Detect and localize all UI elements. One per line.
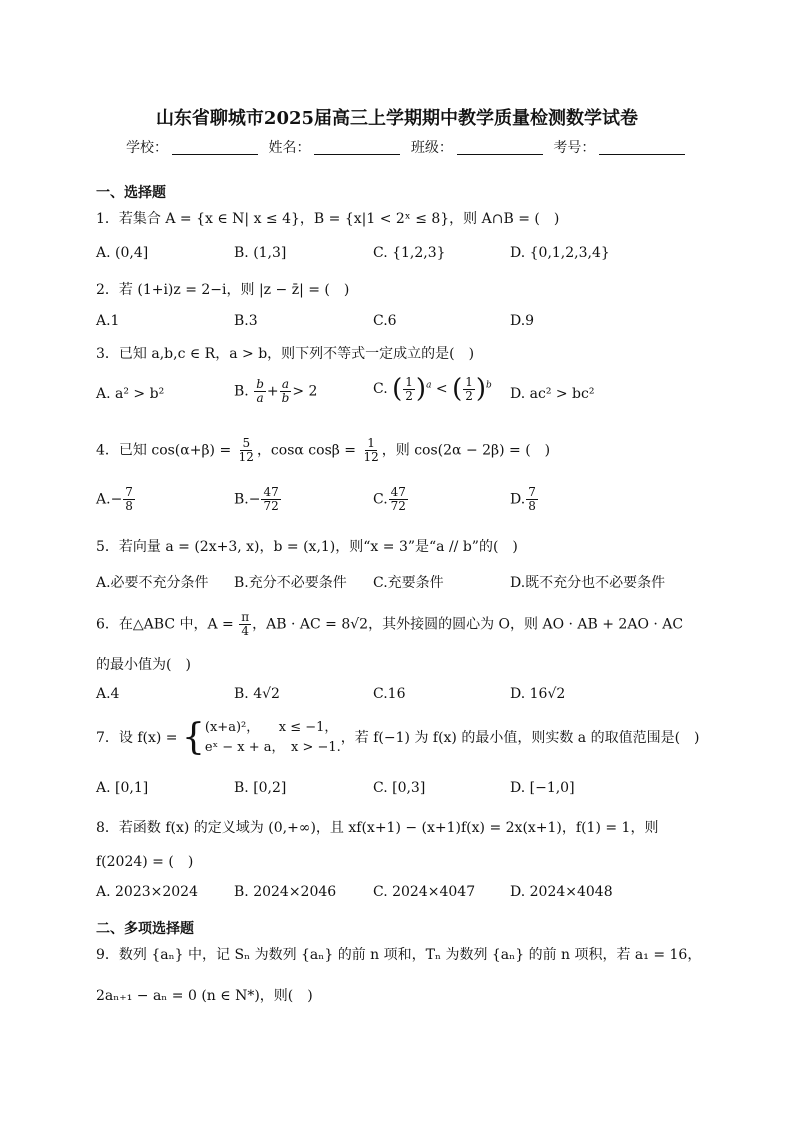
class-label: 班级： [410, 140, 453, 156]
q2-option-c[interactable]: C.6 [373, 313, 397, 329]
q1-option-a[interactable]: A. (0,4] [96, 245, 149, 261]
class-blank[interactable] [457, 154, 543, 155]
q6-option-b[interactable]: B. 4√2 [234, 686, 280, 702]
q7-option-b[interactable]: B. [0,2] [234, 780, 287, 796]
question-6-stem-line2: 的最小值为( ) [96, 657, 191, 673]
q7-option-d[interactable]: D. [−1,0] [510, 780, 575, 796]
q7-piece-2: eˣ − x + a， x > −1. [204, 740, 341, 755]
q4-frac2-num: 1 [367, 436, 375, 450]
q4-stem-part-b: ，cosα cosβ = [256, 442, 361, 459]
q4-frac2-den: 12 [363, 450, 379, 464]
q8-option-b[interactable]: B. 2024×2046 [234, 884, 337, 900]
q6-pi-num: π [241, 610, 250, 624]
q4-option-c[interactable]: C. $\frac{47}{72}$ [373, 485, 406, 513]
q7-stem-part-b: ，若 f(−1) 为 f(x) 的最小值，则实数 a 的取值范围是( ) [340, 730, 700, 746]
q8-option-a[interactable]: A. 2023×2024 [96, 884, 198, 900]
q4-stem-part-c: ，则 cos(2α − 2β) = ( ) [381, 442, 551, 459]
question-6-stem [96, 611, 683, 638]
q3-option-c-label: C. [373, 381, 388, 397]
q4-option-b[interactable]: B.− $\frac{47}{72}$ [234, 485, 279, 513]
question-3-options [96, 374, 716, 414]
exam-no-label: 考号： [553, 140, 596, 156]
question-7-stem [96, 718, 700, 758]
question-8-stem-line2: f(2024) = ( ) [96, 854, 194, 870]
q6-stem-part-a: 6．在△ABC 中，A = [96, 616, 239, 633]
q8-option-c[interactable]: C. 2024×4047 [373, 884, 476, 900]
q4-frac1-den: 12 [238, 450, 254, 464]
q7-piece-1: (x+a)²， x ≤ −1， [204, 720, 338, 735]
q3-option-d[interactable]: D. ac² > bc² [510, 386, 595, 402]
section-heading-single-choice: 一、选择题 [96, 185, 166, 201]
q3-option-c[interactable]: C. ( $\frac{1}{2}$ )$^a$ < ( $\frac{1}{2}$ )$^b$ [373, 374, 492, 404]
q6-stem-part-b: ，AB · AC = 8√2，其外接圆的圆心为 O，则 AO · AB + 2AO · AC [252, 616, 684, 633]
q4-option-d[interactable]: D. $\frac{7}{8}$ [510, 485, 536, 513]
name-blank[interactable] [314, 154, 400, 155]
school-blank[interactable] [172, 154, 258, 155]
q7-brace: { [182, 717, 205, 758]
q7-stem-part-a: 7．设 f(x) = [96, 730, 178, 746]
question-2-stem: 2．若 (1+i)z = 2−i，则 |z − z̄| = ( ) [96, 282, 350, 298]
question-9-stem-line2: 2aₙ₊₁ − aₙ = 0 (n ∈ N*)，则( ) [96, 988, 313, 1004]
q4-option-a[interactable]: A.− $\frac{7}{8}$ [96, 485, 133, 513]
q2-option-d[interactable]: D.9 [510, 313, 535, 329]
question-8-stem: 8．若函数 f(x) 的定义域为 (0,+∞)，且 xf(x+1) − (x+1)f(x) = 2x(x+1)，f(1) = 1，则 [96, 820, 659, 836]
student-info-row [126, 137, 691, 157]
question-3-stem: 3．已知 a,b,c ∈ R，a > b，则下列不等式一定成立的是( ) [96, 346, 475, 362]
q3-option-b[interactable]: B. $\frac{b}{a}$ + $\frac{a}{b}$ > 2 [234, 377, 318, 405]
q5-option-c[interactable]: C.充要条件 [373, 575, 444, 591]
q5-option-d[interactable]: D.既不充分也不必要条件 [510, 575, 666, 591]
q3-option-a[interactable]: A. a² > b² [96, 386, 165, 402]
q1-option-d[interactable]: D. {0,1,2,3,4} [510, 245, 610, 261]
question-4-stem [96, 437, 550, 464]
q7-option-c[interactable]: C. [0,3] [373, 780, 426, 796]
question-5-stem: 5．若向量 a = (2x+3, x)，b = (x,1)，则“x = 3”是“a // b”的( ) [96, 539, 518, 555]
section-heading-multi-choice: 二、多项选择题 [96, 921, 194, 937]
q4-frac1-num: 5 [242, 436, 251, 450]
q6-option-c[interactable]: C.16 [373, 686, 406, 702]
q7-option-a[interactable]: A. [0,1] [96, 780, 149, 796]
exam-title: 山东省聊城市2025届高三上学期期中教学质量检测数学试卷 [155, 108, 639, 129]
q3-option-b-label: B. [234, 383, 249, 400]
q1-option-b[interactable]: B. (1,3] [234, 245, 287, 261]
q6-pi-den: 4 [241, 624, 250, 638]
name-label: 姓名： [268, 140, 311, 156]
exam-no-blank[interactable] [599, 154, 685, 155]
q5-option-a[interactable]: A.必要不充分条件 [96, 575, 209, 591]
q8-option-d[interactable]: D. 2024×4048 [510, 884, 613, 900]
q4-stem-part-a: 4．已知 cos(α+β) = [96, 442, 236, 459]
school-label: 学校： [126, 140, 168, 156]
q6-option-d[interactable]: D. 16√2 [510, 686, 566, 702]
q2-option-a[interactable]: A.1 [96, 313, 120, 329]
q1-option-c[interactable]: C. {1,2,3} [373, 245, 446, 261]
q2-option-b[interactable]: B.3 [234, 313, 258, 329]
q5-option-b[interactable]: B.充分不必要条件 [234, 575, 347, 591]
q7-pieces [205, 718, 341, 758]
question-1-stem: 1．若集合 A = {x ∈ N| x ≤ 4}，B = {x|1 < 2ˣ ≤ 8}，则 A∩B = ( ) [96, 211, 560, 227]
question-9-stem: 9．数列 {aₙ} 中，记 Sₙ 为数列 {aₙ} 的前 n 项和，Tₙ 为数列 {aₙ} 的前 n 项积，若 a₁ = 16， [96, 947, 702, 963]
q6-option-a[interactable]: A.4 [96, 686, 120, 702]
